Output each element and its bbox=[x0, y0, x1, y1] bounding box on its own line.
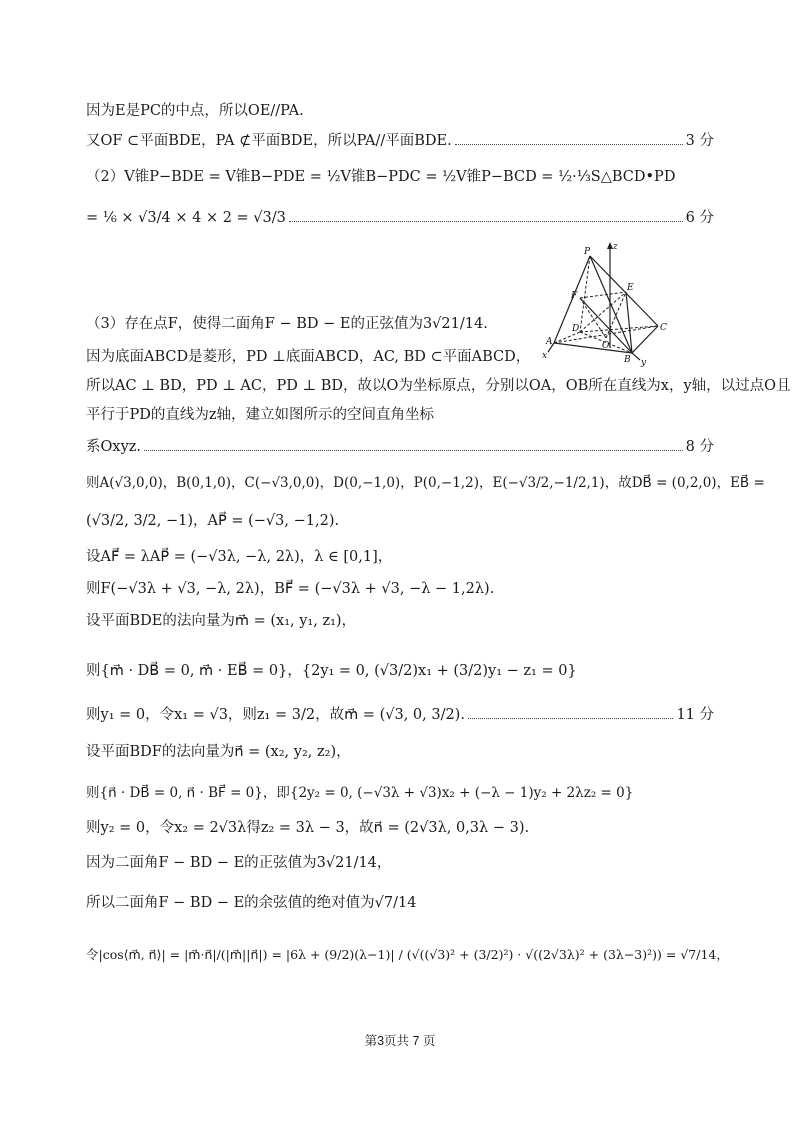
score-mark-3: 8 分 bbox=[685, 439, 714, 455]
dot-leader bbox=[289, 220, 683, 222]
text-line-6: 因为底面ABCD是菱形，PD ⊥底面ABCD，AC, BD ⊂平面ABCD， bbox=[86, 349, 531, 365]
line-2-text: 又OF ⊂平面BDE，PA ⊄平面BDE，所以PA//平面BDE. bbox=[86, 133, 452, 149]
text-line-20: 因为二面角F − BD − E的正弦值为3√21/14， bbox=[86, 855, 392, 871]
score-mark-2: 6 分 bbox=[685, 210, 714, 226]
text-line-11: (√3/2, 3/2, −1)，AP⃗ = (−√3, −1,2). bbox=[86, 513, 340, 529]
text-line-5: （3）存在点F，使得二面角F − BD − E的正弦值为3√21/14. bbox=[86, 316, 488, 332]
pyramid-figure bbox=[540, 238, 675, 368]
score-mark-4: 11 分 bbox=[676, 707, 714, 723]
dot-leader bbox=[468, 717, 673, 719]
page-footer: 第3页共 7 页 bbox=[364, 1034, 436, 1048]
text-line-3: （2）V锥P−BDE = V锥B−PDE = ½V锥B−PDC = ½V锥P−BCD = ½·⅓S△BCD•PD bbox=[86, 169, 676, 185]
text-line-18: 则{n⃗ · DB⃗ = 0, n⃗ · BF⃗ = 0}，即{2y₂ = 0, (−√3λ + √3)x₂ + (−λ − 1)y₂ + 2λz₂ = 0} bbox=[86, 785, 634, 801]
dot-leader bbox=[144, 449, 683, 451]
label-B: B bbox=[624, 355, 631, 365]
text-line-9 bbox=[86, 436, 714, 458]
label-A: A bbox=[546, 337, 553, 347]
text-line-7: 所以AC ⊥ BD，PD ⊥ AC，PD ⊥ BD，故以O为坐标原点，分别以OA，OB所在直线为x，y轴，以过点O且 bbox=[86, 378, 791, 394]
text-line-10: 则A(√3,0,0)，B(0,1,0)，C(−√3,0,0)，D(0,−1,0)，P(0,−1,2)，E(−√3/2,−1/2,1)，故DB⃗ = (0,2,0)，EB⃗ = bbox=[86, 475, 765, 491]
label-E: E bbox=[627, 283, 634, 293]
text-line-21: 所以二面角F − BD − E的余弦值的绝对值为√7/14 bbox=[86, 895, 417, 911]
text-line-22: 令|cos⟨m⃗, n⃗⟩| = |m⃗·n⃗|/(|m⃗||n⃗|) = |6λ + (9/2)(λ−1)| / (√((√3)² + (3/2)²) · √((2√3λ)² + (3λ−3)²)) = √7/14， bbox=[86, 947, 729, 962]
edge-OF bbox=[580, 298, 606, 338]
text-line-14: 设平面BDE的法向量为m⃗ = (x₁, y₁, z₁)， bbox=[86, 613, 357, 629]
axis-y bbox=[632, 353, 640, 360]
text-line-15: 则{m⃗ · DB⃗ = 0, m⃗ · EB⃗ = 0}，{2y₁ = 0, (√3/2)x₁ + (3/2)y₁ − z₁ = 0} bbox=[86, 663, 577, 679]
label-O: O bbox=[602, 341, 610, 351]
score-mark-1: 3 分 bbox=[685, 133, 714, 149]
text-line-13: 则F(−√3λ + √3, −λ, 2λ)，BF⃗ = (−√3λ + √3, −λ − 1,2λ). bbox=[86, 581, 495, 597]
edge-FE bbox=[580, 292, 626, 298]
edge-DE bbox=[580, 292, 626, 332]
edge-DC bbox=[580, 326, 658, 332]
line-4-text: = ⅙ × √3/4 × 4 × 2 = √3/3 bbox=[86, 210, 286, 226]
edge-EB bbox=[626, 292, 632, 353]
label-F: F bbox=[571, 291, 578, 301]
text-line-1: 因为E是PC的中点，所以OE//PA. bbox=[86, 103, 304, 119]
text-line-8: 平行于PD的直线为z轴，建立如图所示的空间直角坐标 bbox=[86, 407, 435, 423]
label-P: P bbox=[584, 247, 591, 257]
text-line-4 bbox=[86, 207, 714, 229]
text-line-19: 则y₂ = 0，令x₂ = 2√3λ得z₂ = 3λ − 3，故n⃗ = (2√3λ, 0,3λ − 3). bbox=[86, 820, 530, 836]
text-line-17: 设平面BDF的法向量为n⃗ = (x₂, y₂, z₂)， bbox=[86, 744, 351, 760]
dot-leader bbox=[455, 143, 683, 145]
label-y: y bbox=[641, 358, 647, 368]
line-9-text: 系Oxyz. bbox=[86, 439, 142, 455]
edge-PC bbox=[590, 256, 658, 326]
label-C: C bbox=[660, 323, 667, 333]
text-line-12: 设AF⃗ = λAP⃗ = (−√3λ, −λ, 2λ)，λ ∈ [0,1]， bbox=[86, 549, 393, 565]
text-line-2 bbox=[86, 130, 714, 152]
edge-AB bbox=[554, 343, 632, 353]
label-D: D bbox=[572, 324, 580, 334]
label-x: x bbox=[542, 351, 548, 361]
label-z: z bbox=[613, 242, 618, 252]
line-16-text: 则y₁ = 0，令x₁ = √3，则z₁ = 3/2，故m⃗ = (√3, 0, 3/2). bbox=[86, 707, 465, 723]
text-line-16 bbox=[86, 704, 714, 726]
